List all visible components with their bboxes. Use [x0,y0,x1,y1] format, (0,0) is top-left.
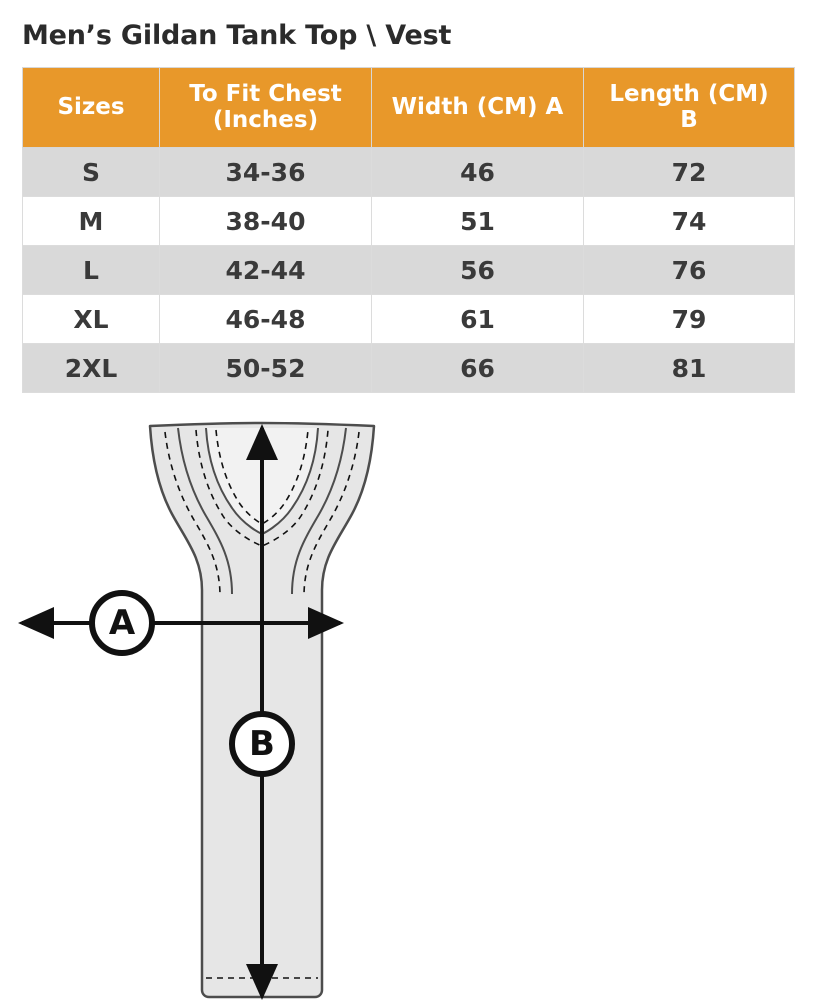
size-chart-table [22,67,795,393]
cell-width: 51 [372,197,584,246]
garment-diagram [0,418,818,1007]
cell-chest: 38-40 [160,197,372,246]
column-header-length-line1: Length (CM) [609,80,769,107]
column-header-length-line2: B [680,106,698,133]
cell-chest: 42-44 [160,246,372,295]
table-header-row [23,68,795,148]
table-row [23,344,795,393]
cell-length: 74 [584,197,795,246]
table-row [23,148,795,197]
table-row [23,197,795,246]
table-row [23,246,795,295]
cell-size: XL [23,295,160,344]
table-row [23,295,795,344]
cell-width: 66 [372,344,584,393]
width-label-text: A [108,603,136,643]
cell-length: 79 [584,295,795,344]
cell-length: 76 [584,246,795,295]
table-header [23,68,795,148]
cell-length: 72 [584,148,795,197]
column-header-chest [160,68,372,148]
column-header-chest-line1: To Fit Chest [189,80,342,107]
cell-size: 2XL [23,344,160,393]
cell-size: S [23,148,160,197]
length-label-text: B [249,724,275,764]
column-header-chest-line2: (Inches) [212,106,319,133]
column-header-length [584,68,795,148]
page-title: Men’s Gildan Tank Top \ Vest [22,20,452,51]
column-header-width: Width (CM) A [372,68,584,148]
cell-width: 46 [372,148,584,197]
cell-chest: 34-36 [160,148,372,197]
cell-chest: 46-48 [160,295,372,344]
cell-chest: 50-52 [160,344,372,393]
cell-width: 56 [372,246,584,295]
column-header-sizes: Sizes [23,68,160,148]
cell-length: 81 [584,344,795,393]
table-body [23,148,795,393]
cell-size: L [23,246,160,295]
cell-width: 61 [372,295,584,344]
cell-size: M [23,197,160,246]
